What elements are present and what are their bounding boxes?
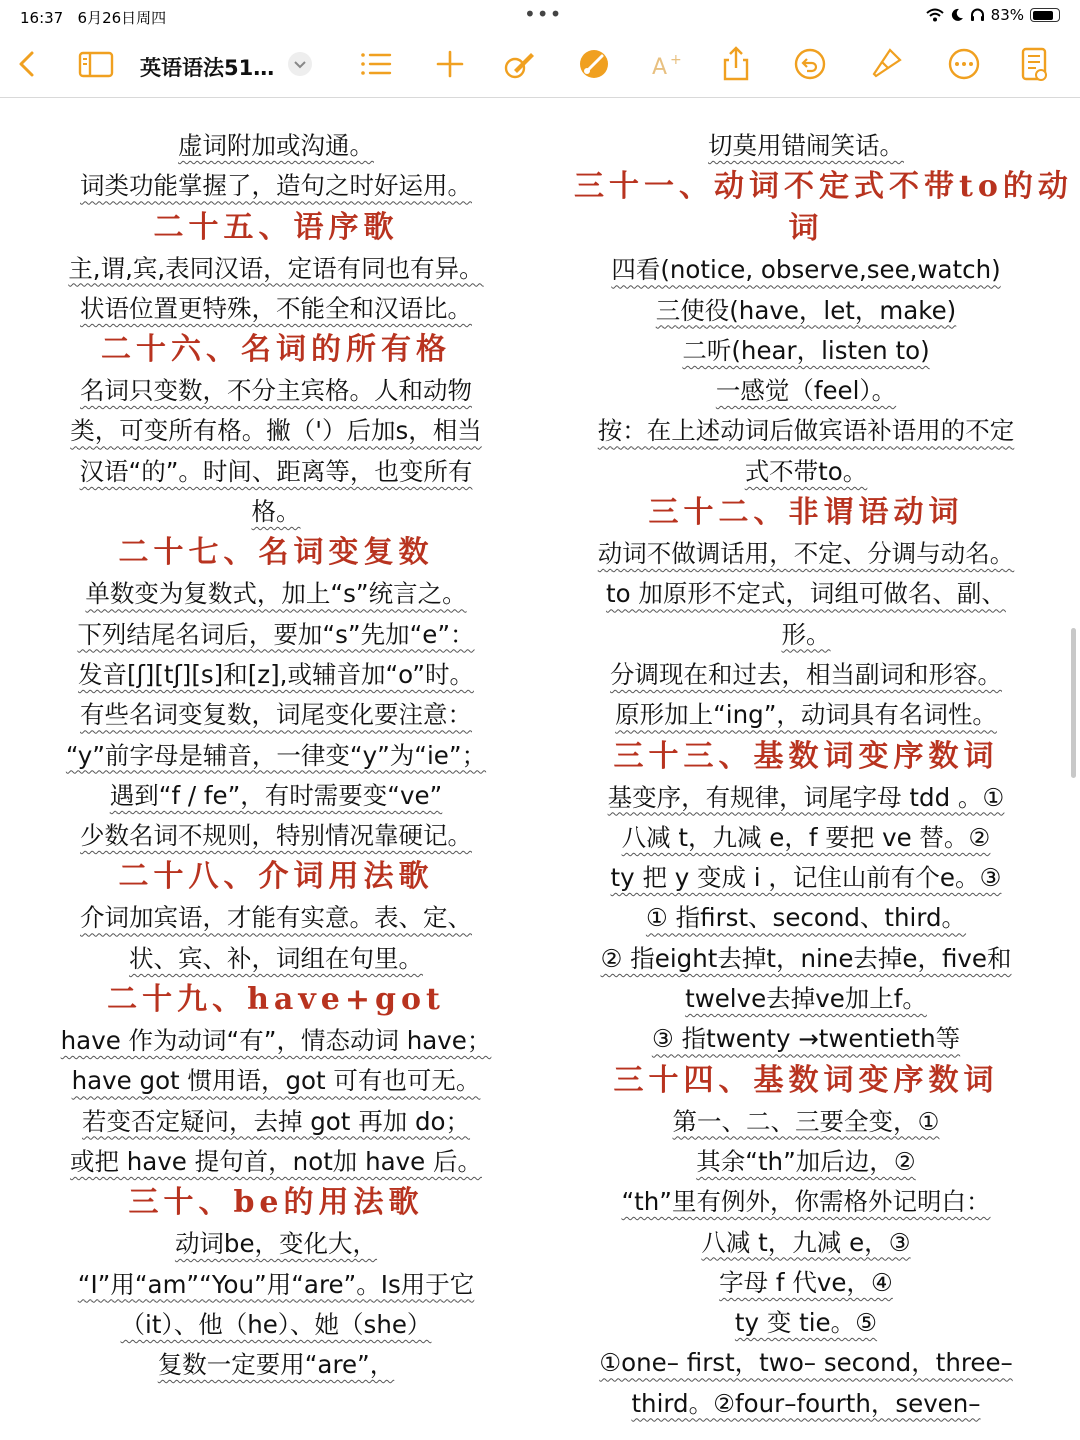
line-text: 原形加上“ing”，动词具有名词性。 — [615, 700, 997, 730]
document-title[interactable]: 英语语法51… — [140, 56, 275, 80]
pencil-tip-icon[interactable] — [500, 44, 540, 84]
line-text: 遇到“f / fe”，有时需要变“ve” — [109, 780, 443, 810]
text-line — [42, 939, 510, 979]
text-line — [42, 816, 510, 856]
text-line — [42, 1021, 510, 1061]
text-line — [574, 1384, 1038, 1424]
brush-icon[interactable] — [574, 44, 614, 84]
scrollbar[interactable] — [1071, 628, 1076, 778]
note-page[interactable] — [0, 98, 1080, 1440]
section-heading: 二十九、have+got — [107, 982, 445, 1018]
line-text: 或把 have 提句首，not加 have 后。 — [69, 1146, 482, 1176]
line-text: 虚词附加或沟通。 — [178, 131, 374, 160]
text-line — [574, 1223, 1038, 1263]
text-line — [42, 736, 510, 776]
text-line — [574, 615, 1038, 655]
battery-percent: 83% — [990, 6, 1024, 24]
line-text: 汉语“的”。时间、距离等，也变所有 — [79, 456, 473, 486]
text-line — [574, 411, 1038, 451]
text-line — [42, 1224, 510, 1264]
title-menu-button[interactable] — [288, 52, 312, 76]
line-text: 八减 t，九减 e，③ — [701, 1227, 911, 1257]
text-line — [574, 695, 1038, 735]
text-line — [42, 411, 510, 451]
share-icon[interactable] — [716, 44, 756, 84]
text-line — [574, 1303, 1038, 1343]
section-heading: 词 — [788, 211, 824, 247]
line-text: 名词只变数，不分主宾格。人和动物 — [80, 376, 472, 406]
status-date: 6月26日周四 — [77, 9, 167, 27]
text-line — [42, 371, 510, 411]
text-line — [574, 778, 1038, 818]
line-text: 按：在上述动词后做宾语补语用的不定 — [597, 416, 1015, 446]
wifi-icon — [926, 8, 944, 22]
text-line — [574, 331, 1038, 371]
text-line — [574, 979, 1038, 1019]
text-line — [42, 126, 510, 166]
line-text: ty 把 y 变成 i ，记住山前有个e。③ — [610, 863, 1002, 893]
text-line — [574, 371, 1038, 411]
line-text: have got 惯用语，got 可有也可无。 — [71, 1066, 481, 1096]
line-text: 四看(notice, observe,see,watch) — [611, 255, 1001, 285]
text-line — [574, 1102, 1038, 1142]
line-text: 下列结尾名词后，要加“s”先加“e”： — [77, 619, 475, 649]
line-text: 分调现在和过去，相当副词和形容。 — [610, 659, 1002, 689]
text-line — [574, 574, 1038, 614]
line-text: 基变序，有规律，词尾字母 tdd 。① — [607, 782, 1005, 812]
line-text: ty 变 tie。⑤ — [734, 1308, 878, 1338]
text-line — [574, 250, 1038, 290]
section-heading: 二十八、介词用法歌 — [118, 859, 434, 895]
line-text: 少数名词不规则，特别情况靠硬记。 — [80, 821, 472, 851]
line-text: 三使役(have，let，make) — [655, 295, 957, 325]
text-line — [42, 898, 510, 938]
list-icon[interactable] — [356, 44, 396, 84]
text-line — [574, 1343, 1038, 1383]
text-line — [574, 534, 1038, 574]
text-line — [574, 818, 1038, 858]
svg-text:A: A — [652, 55, 668, 80]
section-heading: 二十六、名词的所有格 — [101, 332, 451, 368]
toolbar — [0, 32, 1080, 98]
line-text: 动词不做调话用，不定、分调与动名。 — [597, 539, 1015, 569]
sidebar-icon[interactable] — [76, 44, 116, 84]
line-text: 字母 f 代ve，④ — [719, 1267, 893, 1297]
line-text: 形。 — [781, 619, 831, 649]
line-text: “I”用“am”“You”用“are”。Is用于它 — [77, 1269, 475, 1299]
section-heading: 三十二、非谓语动词 — [648, 495, 964, 531]
text-line — [42, 695, 510, 735]
brush-tool-icon[interactable] — [866, 44, 906, 84]
line-text: 动词be，变化大， — [174, 1229, 378, 1259]
headphones-icon — [970, 8, 985, 22]
line-text: 发音[ʃ][tʃ][s]和[z],或辅音加“o”时。 — [78, 659, 474, 689]
status-time: 16:37 6月26日周四 — [20, 9, 167, 27]
text-line — [42, 776, 510, 816]
line-text: “th”里有例外，你需格外记明白： — [621, 1187, 991, 1217]
text-line — [574, 452, 1038, 492]
text-line — [42, 492, 510, 532]
section-heading: 三十四、基数词变序数词 — [613, 1062, 999, 1098]
section-heading: 二十五、语序歌 — [153, 209, 399, 245]
section-heading: 三十一、动词不定式不带to的动 — [574, 169, 1073, 205]
multitask-dots[interactable]: ••• — [524, 2, 563, 26]
text-line — [42, 574, 510, 614]
plus-icon[interactable] — [430, 44, 470, 84]
line-text: 有些名词变复数，词尾变化要注意： — [80, 700, 472, 730]
line-text: “y”前字母是辅音，一律变“y”为“ie”； — [65, 740, 487, 770]
text-line — [574, 655, 1038, 695]
line-text: 切莫用错闹笑话。 — [708, 131, 904, 160]
line-text: 其余“th”加后边，② — [696, 1146, 916, 1176]
line-text: 格。 — [251, 497, 301, 527]
text-line — [574, 1019, 1038, 1059]
line-text: 单数变为复数式，加上“s”统言之。 — [85, 579, 467, 609]
text-line — [574, 1142, 1038, 1182]
status-bar — [0, 0, 1080, 32]
moon-icon — [950, 8, 964, 22]
text-size-icon[interactable] — [646, 44, 686, 84]
text-line — [42, 1305, 510, 1345]
line-text: to 加原形不定式，词组可做名、副、 — [606, 579, 1006, 609]
section-heading: 二十七、名词变复数 — [118, 535, 434, 571]
text-line — [574, 291, 1038, 331]
line-text: 状、宾、补，词组在句里。 — [129, 943, 423, 973]
line-text: ① 指first、second、third。 — [645, 903, 967, 933]
text-line — [574, 1263, 1038, 1303]
text-line — [42, 249, 510, 289]
right-column — [574, 126, 1073, 1424]
chevron-down-icon — [288, 52, 312, 76]
text-line — [574, 1182, 1038, 1222]
line-text: 主,谓,宾,表同汉语，定语有同也有异。 — [68, 253, 484, 283]
back-chevron-icon[interactable] — [8, 44, 48, 84]
line-text: have 作为动词“有”，情态动词 have； — [60, 1026, 492, 1056]
line-text: 类，可变所有格。撇（'）后加s，相当 — [70, 416, 482, 446]
line-text: 第一、二、三要全变，① — [672, 1106, 940, 1136]
section-heading: 三十、be的用法歌 — [128, 1185, 424, 1221]
line-text: 若变否定疑问，去掉 got 再加 do； — [81, 1106, 471, 1136]
line-text: ③ 指twenty →twentieth等 — [651, 1024, 961, 1054]
line-text: 介词加宾语，才能有实意。表、定、 — [80, 903, 472, 933]
undo-icon[interactable] — [790, 44, 830, 84]
left-column — [42, 126, 510, 1385]
text-line — [42, 166, 510, 206]
svg-text:+: + — [670, 52, 682, 68]
line-text: ② 指eight去掉t，nine去掉e，five和 — [600, 943, 1012, 973]
notebook-icon[interactable] — [1014, 44, 1054, 84]
line-text: 词类功能掌握了，造句之时好运用。 — [80, 171, 472, 201]
line-text: 一感觉（feel）。 — [715, 376, 897, 406]
line-text: 状语位置更特殊，不能全和汉语比。 — [80, 293, 472, 323]
section-heading: 三十三、基数词变序数词 — [613, 738, 999, 774]
text-line — [42, 1142, 510, 1182]
text-line — [42, 289, 510, 329]
line-text: （it）、他（he）、她（she） — [120, 1309, 432, 1339]
more-icon[interactable] — [944, 44, 984, 84]
line-text: 式不带to。 — [744, 456, 868, 486]
line-text: twelve去掉ve加上f。 — [685, 984, 927, 1014]
line-text: 复数一定要用“are”， — [157, 1350, 395, 1380]
text-line — [42, 452, 510, 492]
line-text: 八减 t，九减 e，f 要把 ve 替。② — [621, 822, 991, 852]
line-text: 二听(hear，listen to) — [682, 335, 930, 365]
battery-icon — [1030, 8, 1060, 22]
text-line — [42, 1265, 510, 1305]
line-text: ①one– first，two– second，three– — [599, 1348, 1013, 1378]
text-line — [574, 858, 1038, 898]
text-line — [42, 615, 510, 655]
text-line — [574, 126, 1038, 166]
text-line — [42, 1102, 510, 1142]
text-line — [42, 655, 510, 695]
text-line — [42, 1345, 510, 1385]
text-line — [42, 1061, 510, 1101]
text-line — [574, 939, 1038, 979]
line-text: third。②four–fourth，seven– — [631, 1388, 981, 1418]
text-line — [574, 898, 1038, 938]
